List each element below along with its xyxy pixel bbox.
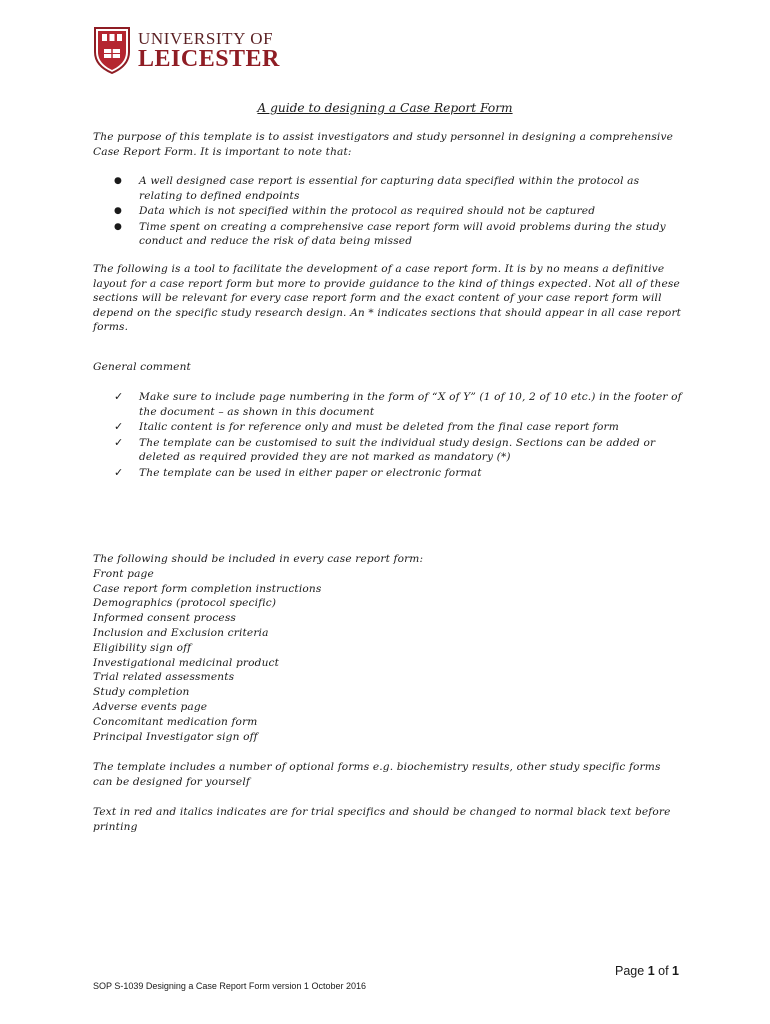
- checkmark-icon: ✓: [114, 390, 124, 403]
- general-comment-heading: General comment: [93, 361, 191, 373]
- bullet-text: Time spent on creating a comprehensive case report form will avoid problems during the study conduct and reduce the risk of data being missed: [139, 220, 666, 248]
- list-item: [114, 390, 686, 419]
- footer-reference: SOP S-1039 Designing a Case Report Form version 1 October 2016: [93, 981, 366, 991]
- page-total: 1: [672, 964, 679, 978]
- check-text: The template can be customised to suit the individual study design. Sections can be added or deleted as required provided they are not marked as mandatory (*): [139, 436, 656, 464]
- list-item: Trial related assessments: [93, 671, 235, 684]
- university-crest-icon: [93, 26, 131, 74]
- bullet-text: A well designed case report is essential for capturing data specified within the protocol as relating to defined endpoints: [139, 175, 640, 202]
- tool-paragraph: The following is a tool to facilitate the development of a case report form. It is by no means a definitive layout for a case report form but more to provide guidance to the kind of things expected. Not all of these sections will be relevant for every case report form and the exact content of your case report form will depend on the specific study research design. An * indicates sections that should appear in all case report forms.: [93, 263, 682, 334]
- bullet-list: [114, 174, 680, 250]
- sections-heading: The following should be included in every case report form:: [93, 553, 424, 565]
- page-of-label: of: [658, 964, 669, 978]
- list-item: Principal Investigator sign off: [93, 730, 258, 743]
- bullet-icon: ●: [114, 221, 123, 232]
- check-text: Make sure to include page numbering in the form of “X of Y” (1 of 10, 2 of 10 etc.) in the footer of the document – as shown in this document: [139, 391, 682, 418]
- list-item: Adverse events page: [93, 700, 208, 713]
- page-label: Page: [615, 964, 645, 978]
- checkmark-icon: ✓: [114, 435, 124, 449]
- list-item: Demographics (protocol specific): [93, 597, 277, 610]
- optional-forms-note: The template includes a number of optional forms e.g. biochemistry results, other study specific forms can be designed for yourself: [93, 761, 661, 788]
- checkmark-icon: ✓: [114, 465, 124, 479]
- list-item: [114, 220, 680, 249]
- list-item: Study completion: [93, 686, 190, 699]
- list-item: Case report form completion instructions: [93, 582, 322, 595]
- logo-text-leicester: LEICESTER: [138, 46, 280, 72]
- intro-paragraph: The purpose of this template is to assist investigators and study personnel in designing a comprehensive Case Report Form. It is important to note that:: [93, 131, 674, 158]
- list-item: [114, 466, 686, 481]
- page-current: 1: [647, 964, 655, 978]
- list-item: Concomitant medication form: [93, 715, 258, 728]
- required-sections: [93, 552, 683, 744]
- university-logo: [93, 26, 293, 76]
- checklist: [114, 390, 686, 482]
- list-item: [114, 174, 680, 203]
- check-text: Italic content is for reference only and must be deleted from the final case report form: [139, 421, 619, 434]
- document-title: A guide to designing a Case Report Form: [257, 101, 513, 115]
- list-item: Informed consent process: [93, 612, 237, 625]
- bullet-icon: ●: [114, 176, 123, 186]
- red-text-note: Text in red and italics indicates are for trial specifics and should be changed to normal black text before printing: [93, 806, 671, 833]
- list-item: [114, 420, 686, 435]
- list-item: Inclusion and Exclusion criteria: [93, 626, 269, 639]
- checkmark-icon: ✓: [114, 420, 124, 434]
- bullet-text: Data which is not specified within the protocol as required should not be captured: [139, 205, 596, 218]
- list-item: [114, 436, 686, 465]
- page-number: [615, 964, 679, 978]
- list-item: [114, 204, 680, 219]
- logo-text-university-of: UNIVERSITY OF: [138, 29, 274, 48]
- bullet-icon: ●: [114, 206, 123, 217]
- list-item: Front page: [93, 567, 154, 580]
- list-item: Investigational medicinal product: [93, 656, 280, 669]
- check-text: The template can be used in either paper or electronic format: [139, 466, 482, 479]
- list-item: Eligibility sign off: [93, 641, 192, 654]
